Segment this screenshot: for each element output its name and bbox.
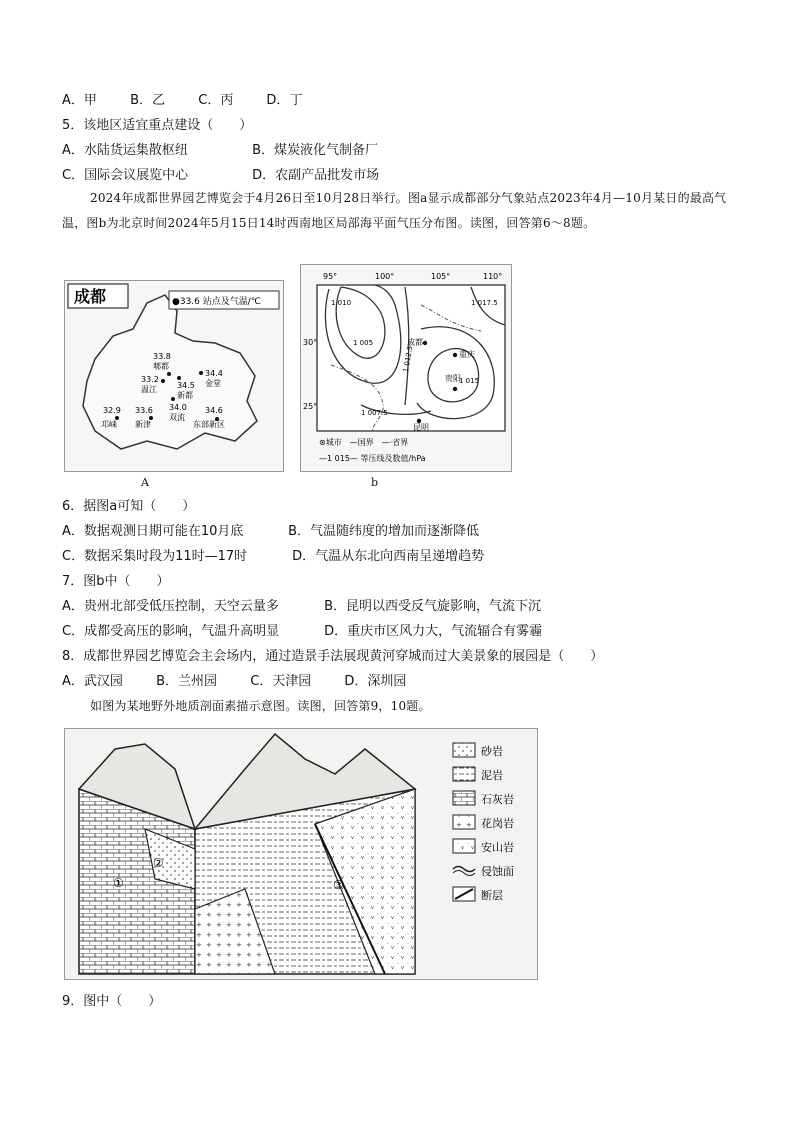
- isobar-label-1017-5: 1 017.5: [471, 299, 498, 307]
- isobar-label-1012-5: 1 012.5: [401, 345, 415, 373]
- legend-andesite: 安山岩: [481, 841, 514, 854]
- q4-option-a: A．甲: [62, 93, 97, 108]
- lon-110: 110°: [483, 272, 503, 281]
- figure-b-caption: b: [371, 476, 379, 489]
- svg-text:邛崃: 邛崃: [101, 420, 117, 429]
- geo-legend: [453, 743, 514, 902]
- q4-option-b: B．乙: [130, 93, 166, 108]
- q8-options: [62, 673, 406, 691]
- q7-option-d: D．重庆市区风力大，气流辐合有雾霾: [324, 624, 543, 639]
- q4-option-d: D．丁: [266, 93, 303, 108]
- legend-mudstone: 泥岩: [481, 769, 503, 782]
- svg-text:32.9: 32.9: [103, 406, 121, 415]
- lon-100: 100°: [375, 272, 395, 281]
- q6-option-d: D．气温从东北向西南呈递增趋势: [292, 549, 485, 564]
- q6-options-row2: [62, 548, 484, 566]
- q5-options-row2: [62, 167, 379, 185]
- svg-text:新津: 新津: [135, 420, 151, 429]
- legend-line1: ⊛城市 —国界 —·省界: [319, 438, 409, 447]
- q6-option-c: C．数据采集时段为11时—17时: [62, 549, 248, 564]
- chengdu-map-svg: [65, 281, 283, 471]
- legend-sandstone: 砂岩: [481, 745, 503, 758]
- q7-options-row1: [62, 598, 541, 616]
- lat-30: 30°: [303, 338, 318, 347]
- q6-option-b: B．气温随纬度的增加而逐渐降低: [288, 524, 480, 539]
- svg-text:33.8: 33.8: [153, 352, 171, 361]
- intro-paragraph-9-10: 如图为某地野外地质剖面素描示意图。读图，回答第9，10题。: [90, 699, 431, 713]
- q9-stem: 9．图中（ ）: [62, 994, 162, 1009]
- city-chengdu: 成都: [407, 338, 423, 347]
- isobar-label-1010: 1 010: [331, 299, 352, 307]
- q7-option-b: B．昆明以西受反气旋影响，气流下沉: [324, 599, 542, 614]
- city-guiyang: 贵阳: [445, 374, 461, 383]
- city-chongqing-marker: [453, 353, 457, 357]
- legend-limestone: 石灰岩: [481, 793, 514, 806]
- marker-3: ③: [333, 878, 344, 892]
- lon-95: 95°: [323, 272, 338, 281]
- isobar-label-1015: 1 015: [459, 377, 480, 385]
- q8-option-c: C．天津园: [250, 674, 312, 689]
- q5-option-c: C．国际会议展览中心: [62, 168, 189, 183]
- lat-25: 25°: [303, 402, 318, 411]
- figure-a-chengdu-map: [64, 280, 284, 472]
- svg-text:34.6: 34.6: [205, 406, 223, 415]
- q6-option-a: A．数据观测日期可能在10月底: [62, 524, 244, 539]
- figure-b-pressure-map: [300, 264, 512, 472]
- svg-text:34.4: 34.4: [205, 369, 223, 378]
- city-chongqing: 重庆: [459, 350, 475, 359]
- pressure-map-svg: [301, 265, 511, 471]
- svg-text:东部新区: 东部新区: [193, 420, 225, 429]
- q6-stem: 6．据图a可知（ ）: [62, 499, 196, 514]
- q5-stem: 5．该地区适宜重点建设（ ）: [62, 118, 253, 133]
- q8-option-a: A．武汉园: [62, 674, 123, 689]
- q5-option-d: D．农副产品批发市场: [252, 168, 380, 183]
- q7-options-row2: [62, 623, 542, 641]
- q5-options-row1: [62, 142, 378, 160]
- q5-option-a: A．水陆货运集散枢纽: [62, 143, 188, 158]
- svg-text:金堂: 金堂: [205, 379, 221, 388]
- q8-option-b: B．兰州园: [156, 674, 218, 689]
- svg-text:34.5: 34.5: [177, 381, 195, 390]
- figure-a-caption: A: [141, 476, 149, 489]
- legend-text: ●33.6 站点及气温/℃: [172, 297, 261, 307]
- isobar-label-1005: 1 005: [353, 339, 374, 347]
- legend-granite: 花岗岩: [481, 817, 514, 830]
- q7-option-a: A．贵州北部受低压控制，天空云量多: [62, 599, 279, 614]
- q8-option-d: D．深圳园: [344, 674, 407, 689]
- city-guiyang-marker: [453, 387, 457, 391]
- legend-erosion-surface: 侵蚀面: [481, 865, 514, 878]
- q4-options: [62, 92, 302, 110]
- q7-stem: 7．图b中（ ）: [62, 574, 170, 589]
- q7-option-c: C．成都受高压的影响，气温升高明显: [62, 624, 280, 639]
- legend-line2: —1 015— 等压线及数值/hPa: [319, 454, 426, 463]
- city-chengdu-marker: [423, 341, 427, 345]
- q6-options-row1: [62, 523, 479, 541]
- svg-text:33.2: 33.2: [141, 375, 159, 384]
- svg-text:郫都: 郫都: [153, 362, 169, 371]
- map-title: 成都: [74, 287, 107, 306]
- city-kunming: 昆明: [413, 423, 429, 432]
- intro-paragraph-6-8: 2024年成都世界园艺博览会于4月26日至10月28日举行。图a显示成都部分气象站点2023年4月—10月某日的最高气温，图b为北京时间2024年5月15日14时西南地区局部海平面气压分布图。读图，回答第6～8题。: [62, 191, 727, 230]
- q5-option-b: B．煤炭液化气制备厂: [252, 143, 379, 158]
- isobar-label-1007-5: 1 007.5: [361, 409, 388, 417]
- q4-option-c: C．丙: [198, 93, 234, 108]
- legend-fault: 断层: [481, 889, 503, 902]
- figure-geologic-section: [64, 728, 538, 980]
- svg-text:34.0: 34.0: [169, 403, 187, 412]
- lon-105: 105°: [431, 272, 451, 281]
- svg-text:33.6: 33.6: [135, 406, 153, 415]
- svg-text:温江: 温江: [141, 385, 157, 394]
- svg-text:双流: 双流: [169, 413, 185, 422]
- geologic-section-svg: [65, 729, 537, 979]
- marker-2: ②: [153, 856, 164, 870]
- svg-text:新都: 新都: [177, 391, 193, 400]
- marker-1: ①: [113, 876, 124, 890]
- q8-stem: 8．成都世界园艺博览会主会场内，通过造景手法展现黄河穿城而过大美景象的展园是（ ）: [62, 649, 604, 664]
